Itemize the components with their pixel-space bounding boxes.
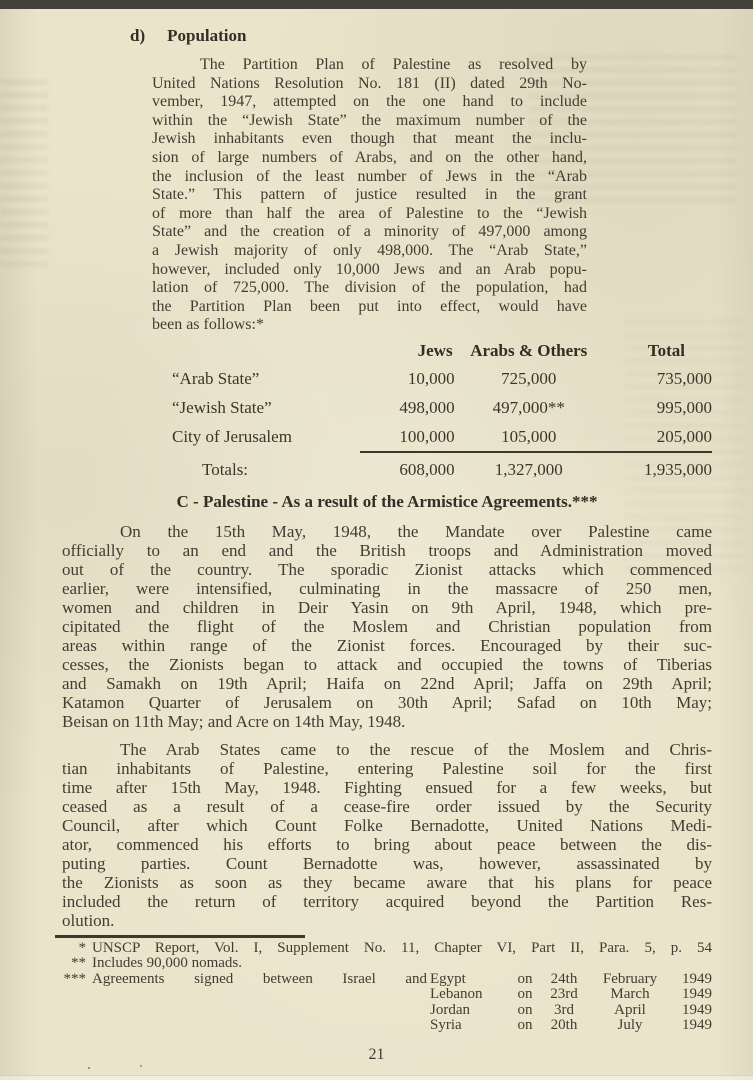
section-d-title: Population [167,26,247,45]
text-line: areas within range of the Zionist forces. Encouraged by their suc- [62,635,712,655]
section-d-label: d) [130,26,146,45]
agreement-on: on [517,970,533,987]
agreement-row-egypt [430,972,712,988]
agreement-day: 3rd [554,1001,574,1018]
text-line: officially to an end and the British troops and Administration moved [62,540,712,560]
text-line: ceased as a result of a cease-fire order issued by the Security [62,796,712,816]
text-line: the Partition Plan been put into effect, would have [152,297,587,315]
agreement-day: 24th [550,970,578,987]
footnote-3 [40,972,712,1034]
scan-edge-top [0,0,753,9]
text-line: the Zionists as soon as they became aware that his plans for peace [62,872,712,892]
agreement-row-lebanon [430,987,712,1003]
text-line: and Samakh on 19th April; Haifa on 22nd April; Jaffa on 29th April; [62,673,712,693]
text-line: Katamon Quarter of Jerusalem on 30th April; Safad on 10th May; [62,692,712,712]
totals-label: Totals: [202,459,249,479]
text-line: lation of 725,000. The division of the population, had [152,279,587,297]
text-line: tian inhabitants of Palestine, entering Palestine soil for the first [62,758,712,778]
text-line: included the return of territory acquired beyond the Partition Res- [62,891,712,911]
text-line: State.” This pattern of justice resulted in the grant [152,186,587,204]
armistice-paragraph-1 [62,522,712,731]
agreement-row-jordan [430,1003,712,1019]
footnote-1-marker: * [78,939,86,956]
footnote-1 [40,941,712,957]
agreement-country: Jordan [430,1001,470,1018]
text-line: women and children in Deir Yasin on 9th April, 1948, which pre- [62,597,712,617]
header-arabs-others: Arabs & Others [470,340,588,360]
cell-jews: 498,000 [399,398,455,418]
section-c-heading: C - Palestine - As a result of the Armistice Agreements.*** [176,491,598,511]
text-line: United Nations Resolution No. 181 (II) dated 29th No- [152,74,587,92]
text-line: cesses, the Zionists began to attack and occupied the towns of Tiberias [62,654,712,674]
agreement-country: Syria [430,1017,462,1034]
text-line: vember, 1947, attempted on the one hand to include [152,93,587,111]
text-line: The Arab States came to the rescue of the Moslem and Chris- [120,739,712,759]
text-line: of more than half the area of Palestine to the “Jewish [152,204,587,222]
agreement-on: on [517,1017,533,1034]
footnote-2 [40,956,712,972]
agreement-year: 1949 [682,970,712,987]
cell-jews: 100,000 [399,426,455,446]
population-paragraph [152,56,587,335]
row-label: “Arab State” [172,369,260,389]
text-line: ator, commenced his efforts to bring about peace between the dis- [62,834,712,854]
armistice-paragraph-2 [62,740,712,930]
table-row-jerusalem [172,423,712,452]
agreement-year: 1949 [682,986,712,1003]
paper-specks [88,1067,90,1069]
cell-arabs: 725,000 [501,369,557,389]
text-line: Council, after which Count Folke Bernadotte, United Nations Medi- [62,815,712,835]
text-line: been as follows:* [152,316,264,334]
text-line: Jewish inhabitants even though that meant the inclu- [152,130,587,148]
text-line: The Partition Plan of Palestine as resolved by [200,56,587,73]
footnote-2-marker: ** [71,955,86,972]
footnote-1-text: UNSCP Report, Vol. I, Supplement No. 11, Chapter VI, Part II, Para. 5, p. 54 [92,939,712,956]
cell-jews: 10,000 [407,369,455,389]
page-content [0,26,753,1034]
row-label: “Jewish State” [172,398,272,418]
text-line: puting parties. Count Bernadotte was, however, assassinated by [62,853,712,873]
header-total: Total [647,340,686,360]
agreement-country: Lebanon [430,986,483,1003]
agreement-month: July [617,1017,643,1034]
agreement-on: on [517,986,533,1003]
text-line: Beisan on 11th May; and Acre on 14th May, 1948. [62,711,406,731]
page-number: 21 [368,1046,385,1063]
table-row-jewish-state [172,394,712,423]
footnote-separator-rule [55,935,305,938]
agreement-year: 1949 [682,1001,712,1018]
cell-total: 205,000 [656,426,712,446]
totals-jews: 608,000 [360,452,455,482]
footnote-3-marker: *** [63,970,86,987]
agreement-country: Egypt [430,970,466,987]
agreement-year: 1949 [682,1017,712,1034]
footnotes [40,941,712,1034]
agreement-row-syria [430,1018,712,1034]
totals-arabs: 1,327,000 [455,452,603,482]
cell-arabs: 105,000 [501,426,557,446]
cell-total: 995,000 [656,398,712,418]
text-line: State” and the creation of a minority of 497,000 among [152,223,587,241]
agreement-day: 23rd [550,986,578,1003]
table-row-arab-state [172,365,712,394]
text-line: olution. [62,910,115,930]
text-line: out of the country. The sporadic Zionist attacks which commenced [62,559,712,579]
armistice-agreements-list [430,972,712,1034]
agreement-day: 20th [550,1017,578,1034]
header-empty [172,337,360,365]
agreement-on: on [517,1001,533,1018]
text-line: earlier, were intensified, culminating in the massacre of 250 men, [62,578,712,598]
text-line: cipitated the flight of the Moslem and Christian population from [62,616,712,636]
population-table [172,337,712,482]
totals-total: 1,935,000 [603,452,712,482]
text-line: the inclusion of the least number of Jews in the “Arab [152,167,587,185]
header-jews: Jews [417,340,453,360]
agreement-month: March [610,986,650,1003]
scan-edge-bottom [0,1075,753,1080]
text-line: within the “Jewish State” the maximum number of the [152,111,587,129]
text-line: however, included only 10,000 Jews and an Arab popu- [152,260,587,278]
row-label: City of Jerusalem [172,427,292,447]
text-line: time after 15th May, 1948. Fighting ensued for a few weeks, but [62,777,712,797]
text-line: a Jewish majority of only 498,000. The “Arab State,” [152,241,587,259]
footnote-2-text: Includes 90,000 nomads. [92,955,242,972]
footnote-3-text: Agreements signed between Israel and [92,970,427,987]
cell-arabs: 497,000** [492,398,565,418]
section-d-heading [130,26,712,46]
table-row-totals [172,452,712,482]
agreement-month: April [614,1001,646,1018]
population-table-header-row [172,337,712,365]
agreement-month: February [602,970,658,987]
text-line: On the 15th May, 1948, the Mandate over Palestine came [120,521,712,541]
text-line: sion of large numbers of Arabs, and on the other hand, [152,148,587,166]
cell-total: 735,000 [656,369,712,389]
